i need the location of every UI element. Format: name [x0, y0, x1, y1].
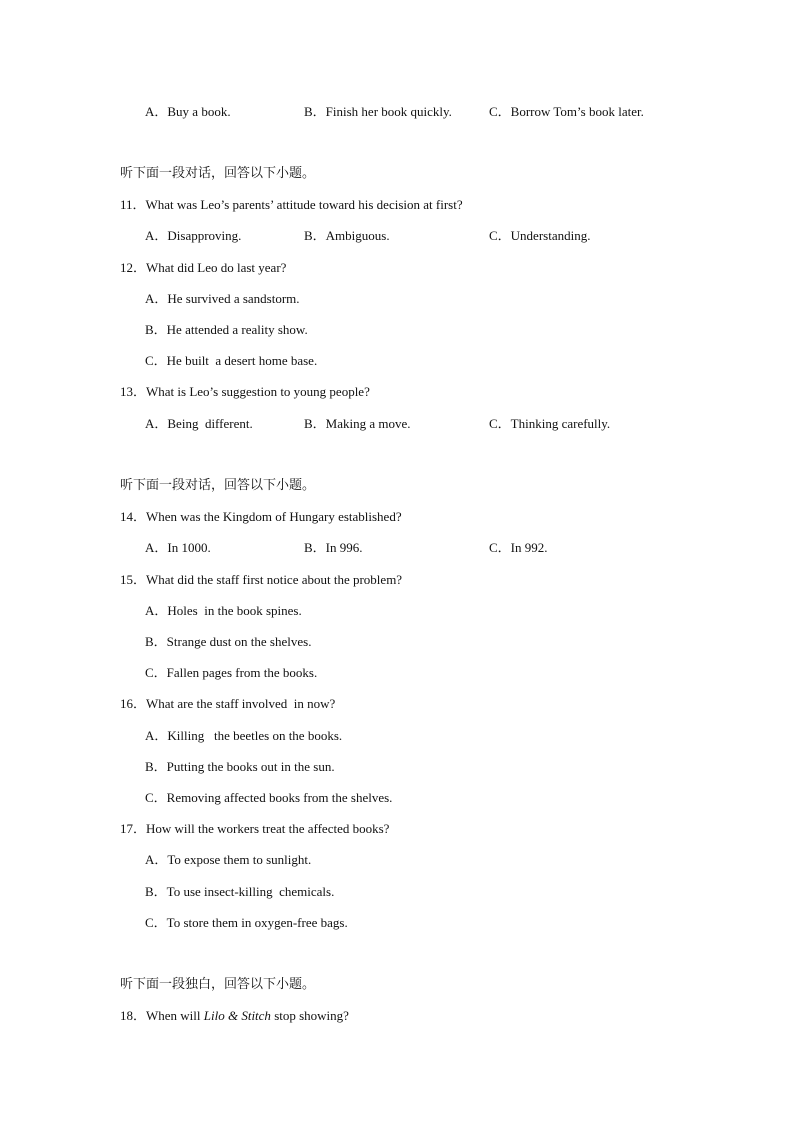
q11-option-c: C．Understanding. [489, 228, 591, 243]
q13-stem: 13．What is Leo’s suggestion to young people? [120, 384, 370, 399]
q15-option-a: A．Holes in the book spines. [145, 603, 302, 618]
q16-option-a: A．Killing the beetles on the books. [145, 728, 343, 743]
q15-option-b: B．Strange dust on the shelves. [145, 634, 312, 649]
q10-option-a: A．Buy a book. [145, 104, 231, 119]
q12-option-b: B．He attended a reality show. [145, 322, 308, 337]
q11-stem: 11．What was Leo’s parents’ attitude toward his decision at first? [120, 197, 463, 212]
q13-option-c: C．Thinking carefully. [489, 416, 611, 431]
q18-stem-prefix: 18．When will [120, 1008, 204, 1023]
q18-stem-suffix: stop showing? [270, 1008, 349, 1023]
q17-stem: 17．How will the workers treat the affected books? [120, 821, 390, 836]
q12-option-a: A．He survived a sandstorm. [145, 291, 300, 306]
section-heading-3: 听下面一段独白，回答以下小题。 [120, 977, 316, 992]
q14-option-b: B．In 996. [304, 540, 363, 555]
q17-option-b: B．To use insect-killing chemicals. [145, 884, 335, 899]
q15-stem: 15．What did the staff first notice about the problem? [120, 572, 403, 587]
q17-option-a: A．To expose them to sunlight. [145, 852, 312, 867]
section-heading-2: 听下面一段对话，回答以下小题。 [120, 478, 316, 493]
q18-stem-title: Lilo & Stitch [203, 1008, 271, 1023]
q13-option-b: B．Making a move. [304, 416, 411, 431]
q16-option-b: B．Putting the books out in the sun. [145, 759, 335, 774]
q15-option-c: C．Fallen pages from the books. [145, 665, 318, 680]
q12-option-c: C．He built a desert home base. [145, 353, 318, 368]
q10-option-c: C．Borrow Tom’s book later. [489, 104, 644, 119]
q16-option-c: C．Removing affected books from the shelves. [145, 790, 393, 805]
q12-stem: 12．What did Leo do last year? [120, 260, 287, 275]
q11-option-a: A．Disapproving. [145, 228, 242, 243]
q16-stem: 16．What are the staff involved in now? [120, 696, 336, 711]
q10-option-b: B．Finish her book quickly. [304, 104, 452, 119]
q17-option-c: C．To store them in oxygen-free bags. [145, 915, 348, 930]
section-heading-1: 听下面一段对话，回答以下小题。 [120, 166, 316, 181]
q14-stem: 14．When was the Kingdom of Hungary established? [120, 509, 402, 524]
q18-stem [120, 1008, 349, 1024]
q14-option-a: A．In 1000. [145, 540, 211, 555]
q13-option-a: A．Being different. [145, 416, 253, 431]
q11-option-b: B．Ambiguous. [304, 228, 390, 243]
q14-option-c: C．In 992. [489, 540, 548, 555]
